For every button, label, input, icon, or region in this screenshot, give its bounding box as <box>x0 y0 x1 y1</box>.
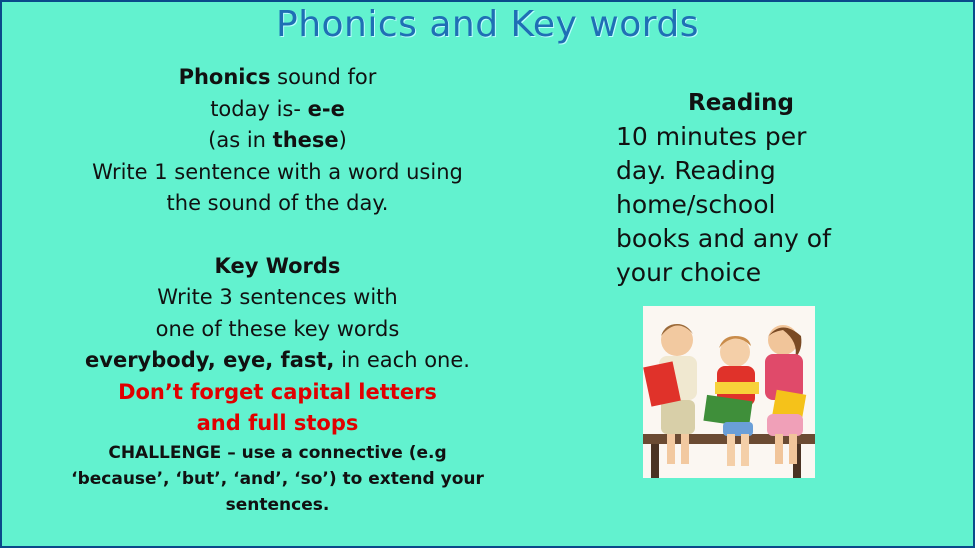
key-words-list: everybody, eye, fast, <box>85 348 335 372</box>
phonics-label-rest: sound for <box>270 65 377 89</box>
key-words-line-2: one of these key words <box>155 316 400 341</box>
phonics-instruction-2: the sound of the day. <box>166 191 389 215</box>
reading-heading: Reading <box>688 90 795 116</box>
reading-line-3: home/school <box>616 190 776 219</box>
key-words-heading-text: Key Words <box>214 253 341 278</box>
children-reading-image <box>643 306 815 478</box>
slide-title: Phonics and Key words <box>276 4 699 45</box>
phonics-line-3 <box>60 125 495 157</box>
phonics-line-2 <box>60 94 495 126</box>
reading-panel <box>616 86 926 290</box>
phonics-line3-prefix: (as in <box>208 128 273 152</box>
phonics-line-1 <box>60 62 495 94</box>
reminder-line-2: and full stops <box>196 411 359 435</box>
key-words-line-1: Write 3 sentences with <box>157 285 398 309</box>
challenge-line-2: ‘because’, ‘but’, ‘and’, ‘so’) to extend your <box>71 468 484 489</box>
children-reading-illustration <box>643 306 815 478</box>
phonics-label: Phonics <box>178 65 271 89</box>
reading-line-4: books and any of <box>616 224 831 253</box>
phonics-sound: e-e <box>307 96 345 121</box>
challenge-line-3: sentences. <box>225 494 330 515</box>
key-words-line3-suffix: in each one. <box>334 348 470 372</box>
key-words-heading <box>60 251 495 283</box>
phonics-keywords-panel <box>60 62 495 518</box>
phonics-line3-suffix: ) <box>338 128 347 152</box>
reading-line-2: day. Reading <box>616 156 776 185</box>
reading-line-5: your choice <box>616 258 762 287</box>
challenge-line-1: CHALLENGE – use a connective (e.g <box>108 442 447 463</box>
reading-line-1: 10 minutes per <box>616 122 807 151</box>
phonics-line2-prefix: today is- <box>210 96 308 121</box>
phonics-example-word: these <box>272 128 339 152</box>
spacer <box>60 220 495 251</box>
reminder-line-1: Don’t forget capital letters <box>118 379 437 404</box>
phonics-instruction-1: Write 1 sentence with a word using <box>92 159 463 184</box>
key-words-line-3 <box>60 345 495 377</box>
